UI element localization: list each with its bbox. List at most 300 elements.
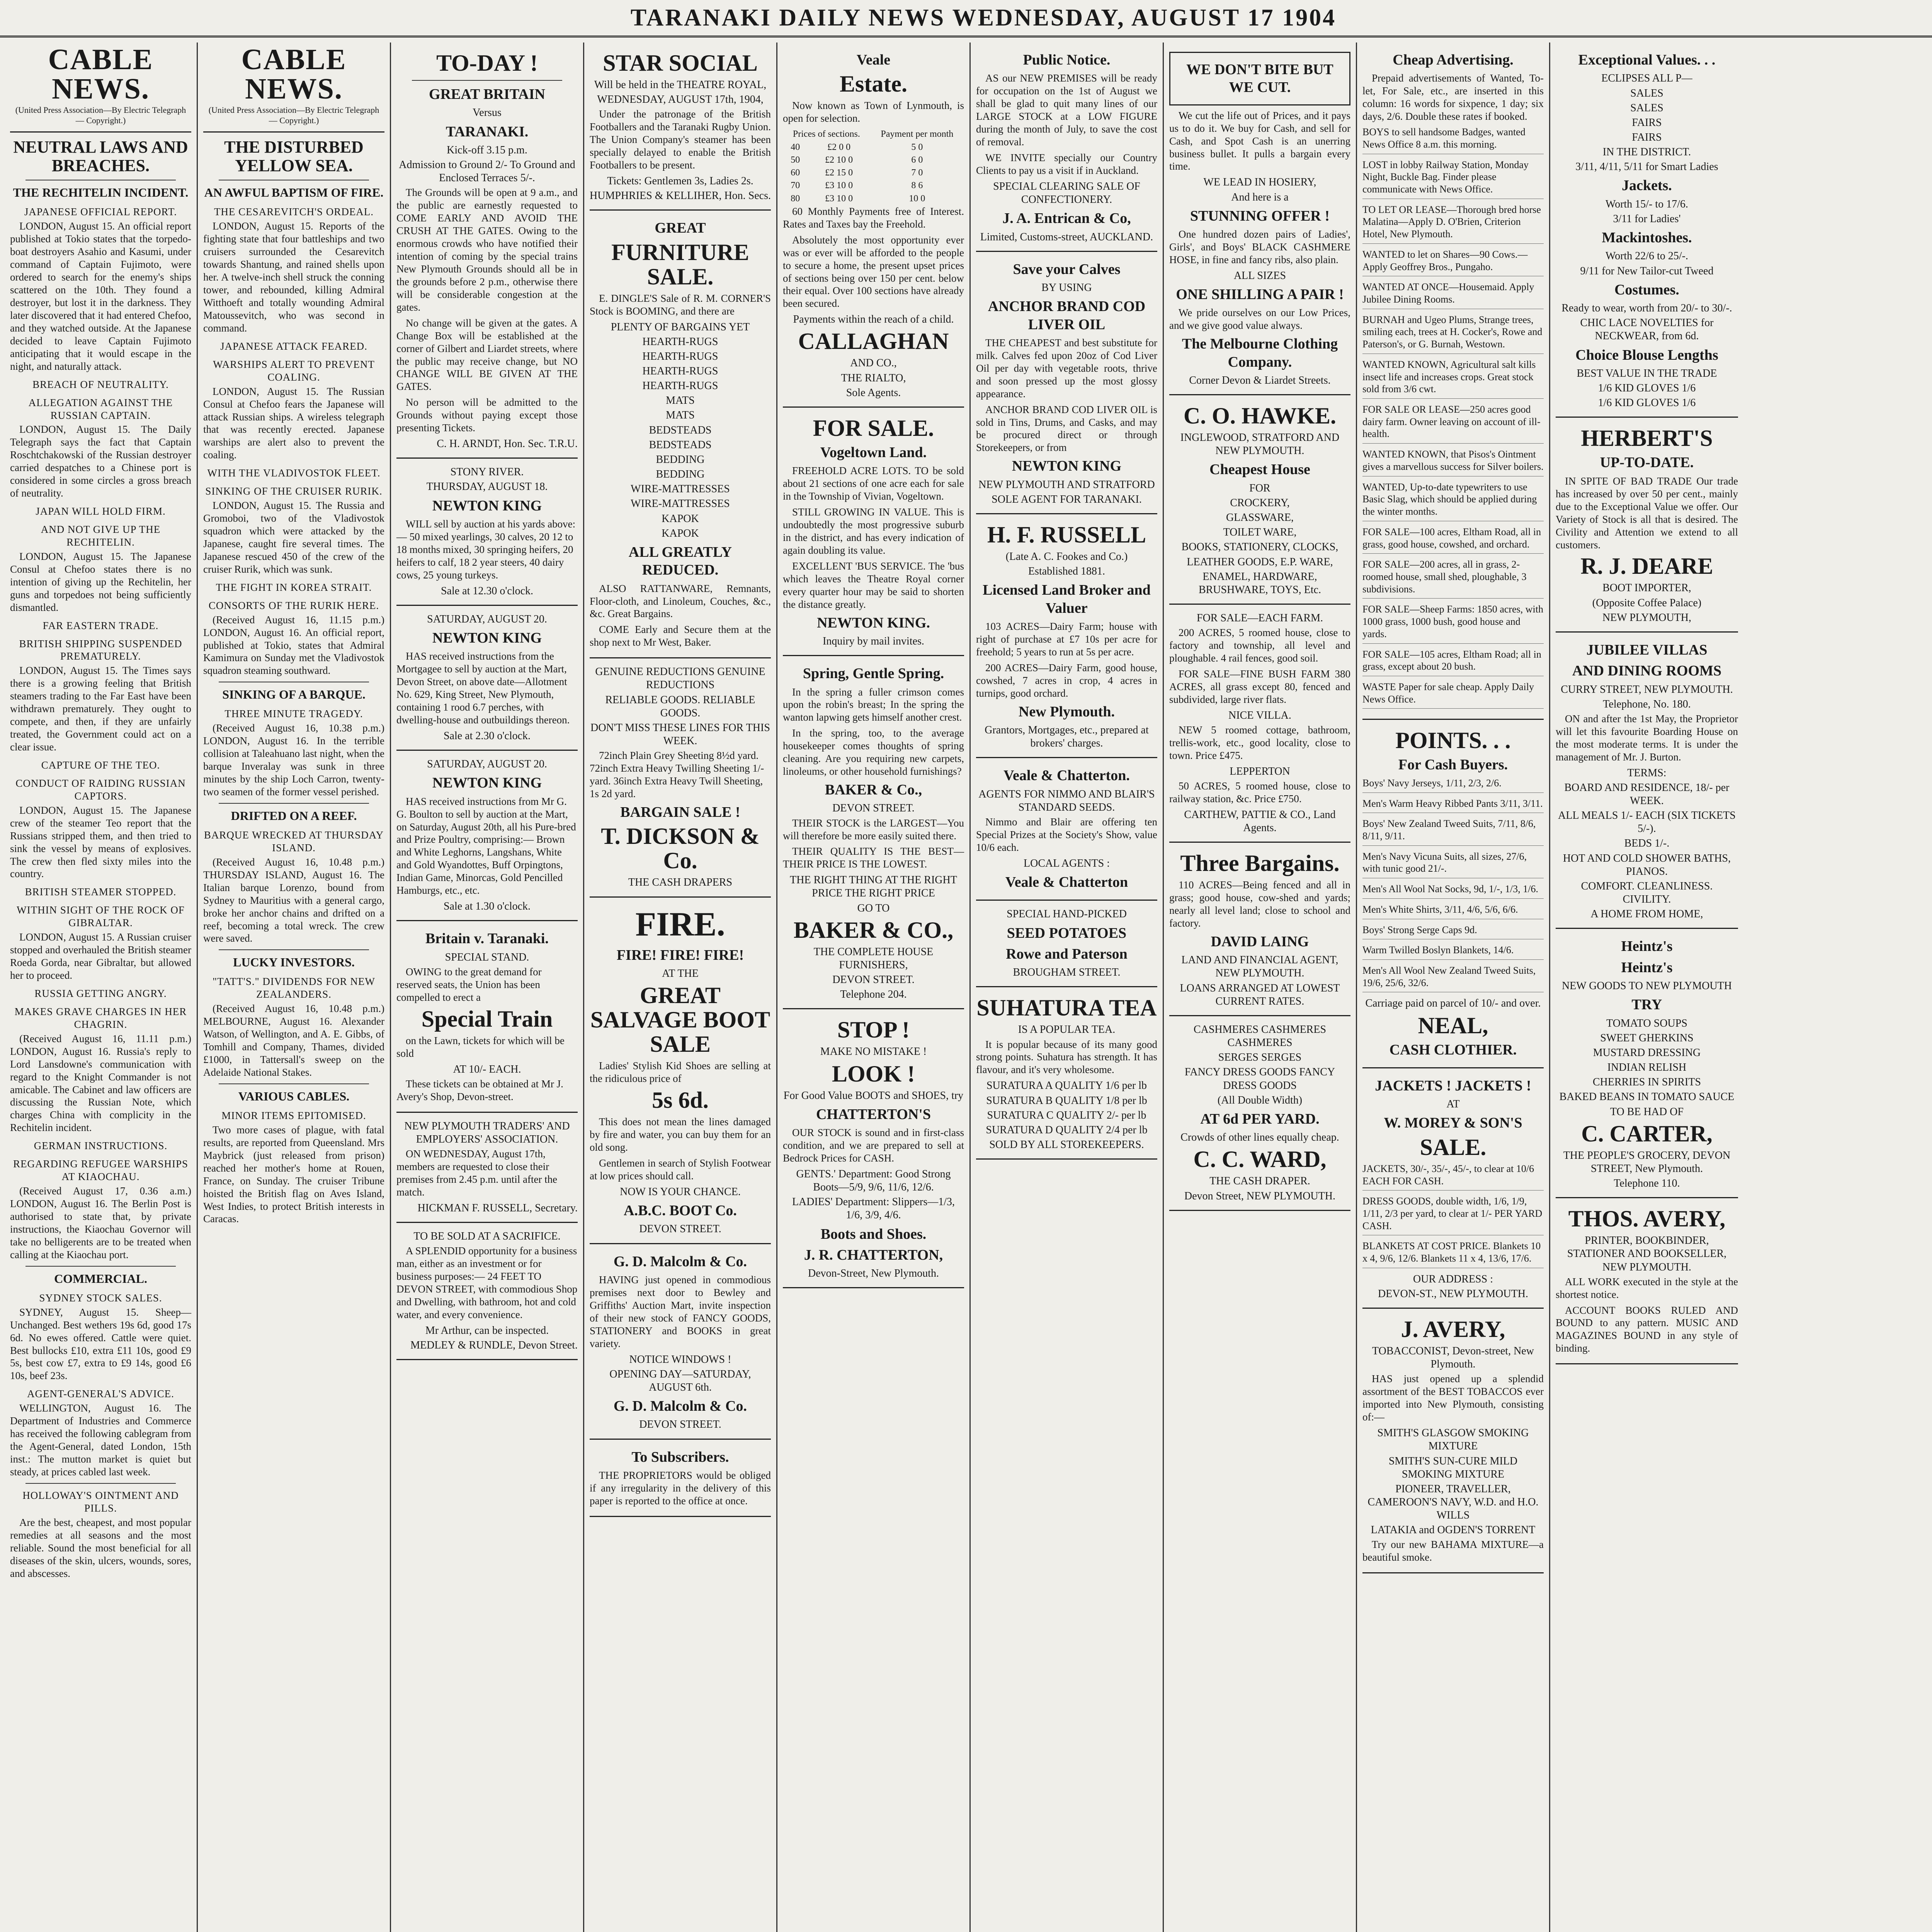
ad-heading: Britain v. Taranaki. bbox=[425, 930, 549, 947]
subheading: SYDNEY STOCK SALES. bbox=[39, 1292, 162, 1304]
subheading: THREE MINUTE TRAGEDY. bbox=[224, 708, 363, 720]
boxed-heading bbox=[1169, 52, 1350, 105]
classified-ad: WANTED, Up-to-date typewriters to use Basic Slag, which should be applied during the winter months. bbox=[1362, 481, 1544, 521]
property-ad bbox=[396, 1223, 578, 1360]
tobacco-item: SMITH'S SUN-CURE MILD SMOKING MIXTURE bbox=[1388, 1455, 1518, 1480]
furniture-item: WIRE-MATTRESSES bbox=[631, 483, 730, 495]
agent-address: THE RIALTO, bbox=[841, 372, 906, 384]
classified-ad: WANTED KNOWN, that Pisos's Ointment gives a marvellous success for Silver boilers. bbox=[1362, 448, 1544, 476]
auction-ad bbox=[396, 459, 578, 606]
agent-subtitle: LAND AND FINANCIAL AGENT, NEW PLYMOUTH. bbox=[1181, 954, 1338, 980]
special-stand-ad bbox=[396, 921, 578, 1112]
ad-body: THEIR STOCK is the LARGEST—You will therefore be more easily suited there. bbox=[783, 817, 964, 842]
ad-line: ECLIPSES ALL P— bbox=[1601, 72, 1692, 85]
points-item: Boys' Navy Jerseys, 1/11, 2/3, 2/6. bbox=[1362, 777, 1544, 793]
classified-ad: TO LET OR LEASE—Thorough bred horse Malatina—Apply D. O'Brien, Criterion Hotel, New Plymouth. bbox=[1362, 204, 1544, 244]
ad-body: WILL sell by auction at his yards above:— 50 mixed yearlings, 30 calves, 20 12 to 18 months mixed, 30 springing heifers, 20 heifers to calf, 18 2 year steers, 40 dairy cows, 25 young turkeys. bbox=[396, 518, 576, 581]
ad-heading: Estate. bbox=[840, 71, 907, 97]
ad-line: And here is a bbox=[1231, 191, 1289, 203]
subheading: REGARDING REFUGEE WARSHIPS AT KIAOCHAU. bbox=[13, 1158, 189, 1183]
ad-body: A SPLENDID opportunity for a business man, either as an investment or for business purposes:— 24 FEET TO DEVON STREET, with commodious Shop and Dwelling, with bathroom, hot and cold water, and every convenience. bbox=[396, 1245, 578, 1320]
article-paragraph: WELLINGTON, August 16. The Department of Industries and Commerce has received the following cablegram from the Agent-General, dated London, 15th inst.: The mutton market is quiet but steady, at prices cabled last week. bbox=[10, 1402, 191, 1478]
date: WEDNESDAY, AUGUST 17th, 1904, bbox=[597, 94, 764, 106]
subheading: CONSORTS OF THE RURIK HERE. bbox=[208, 599, 379, 611]
store-address: Devon-Street, New Plymouth. bbox=[808, 1267, 939, 1280]
ad-line: IN THE DISTRICT. bbox=[1602, 146, 1691, 158]
sales-item: FAIRS bbox=[1632, 131, 1662, 143]
store-name: BAKER & CO., bbox=[793, 917, 954, 943]
ad-body: No change will be given at the gates. A Change Box will be established at the corner of Gilbert and Liardet streets, where the public may receive change, but NO CHANGE WILL BE GIVEN AT THE GATES. bbox=[396, 317, 578, 393]
baker-ad bbox=[783, 656, 964, 1009]
heintz-item: TOMATO SOUPS bbox=[1606, 1017, 1687, 1029]
ad-subheading: WE LEAD IN HOSIERY, bbox=[1203, 176, 1316, 189]
headline: SINKING OF A BARQUE. bbox=[222, 687, 366, 702]
ad-body: 110 ACRES—Being fenced and all in grass; good house, cow-shed and yards; nearly all level land; close to school and factory. bbox=[1169, 879, 1350, 929]
exceptional-values-ad bbox=[1556, 43, 1738, 418]
classified-ad: WANTED KNOWN, Agricultural salt kills insect life and increases crops. Great stock sold from 3/6 cwt. bbox=[1362, 359, 1544, 399]
heintz-item: BAKED BEANS IN TOMATO SAUCE bbox=[1559, 1091, 1735, 1103]
seeds-ad bbox=[976, 758, 1157, 901]
agent-name: H. F. RUSSELL bbox=[987, 522, 1146, 548]
article-paragraph: LONDON, August 15. The Times says there is a growing feeling that British steamers trading to the Far East have been withdrawn prematurely. They ought to compete, and then, if they are unfairly treated, the Government could act on a clear issue. bbox=[10, 665, 191, 753]
ad-body: EXCELLENT 'BUS SERVICE. The 'bus which leaves the Theatre Royal corner every quarter hour may be said to shorten the distance greatly. bbox=[783, 560, 964, 610]
agent-name: CALLAGHAN bbox=[798, 328, 949, 354]
furniture-item: HEARTH-RUGS bbox=[642, 365, 718, 378]
price-line: 9/11 for New Tailor-cut Tweed bbox=[1580, 265, 1714, 277]
subheading: JAPANESE OFFICIAL REPORT. bbox=[24, 206, 177, 218]
ad-heading: GREAT bbox=[655, 220, 706, 236]
tobacco-item: LATAKIA and OGDEN'S TORRENT bbox=[1371, 1524, 1536, 1536]
price: AT 10/- EACH. bbox=[453, 1063, 521, 1075]
table-cell: 80 bbox=[791, 193, 800, 204]
subheading: HOLLOWAY'S OINTMENT AND PILLS. bbox=[22, 1489, 179, 1514]
hawke-ad bbox=[1169, 395, 1350, 605]
furniture-item: BEDDING bbox=[656, 468, 705, 481]
columns bbox=[5, 43, 1932, 1932]
ad-line: AT bbox=[1446, 1098, 1460, 1111]
price-table bbox=[783, 128, 964, 205]
column-7 bbox=[1164, 43, 1357, 1932]
article-paragraph: LONDON, August 15. The Japanese Consul at Chefoo states there is no intention of giving up the Rechitelin, her guns and torpedoes not being sufficiently dismantled. bbox=[10, 550, 191, 613]
goods-item: BOOKS, STATIONERY, CLOCKS, bbox=[1181, 541, 1338, 553]
credit-line: (United Press Association—By Electric Telegraph — Copyright.) bbox=[15, 105, 186, 125]
ad-body: 50 ACRES, 5 roomed house, close to railway station, &c. Price £750. bbox=[1169, 780, 1350, 804]
column-5 bbox=[777, 43, 971, 1932]
ad-line: Grantors, Mortgages, etc., prepared at brokers' charges. bbox=[985, 724, 1149, 750]
signature: C. H. ARNDT, Hon. Sec. T.R.U. bbox=[437, 438, 578, 450]
gloves-list bbox=[1556, 382, 1738, 410]
column-3 bbox=[391, 43, 584, 1932]
store-address: NEW PLYMOUTH, bbox=[1602, 611, 1691, 624]
subscribers-notice bbox=[590, 1440, 771, 1517]
goods-list bbox=[1169, 497, 1350, 597]
store-name: C. O. HAWKE. bbox=[1183, 403, 1337, 429]
store-name: G. D. Malcolm & Co. bbox=[613, 1398, 747, 1415]
telephone: Telephone 204. bbox=[840, 988, 907, 1001]
subheading: SINKING OF THE CRUISER RURIK. bbox=[205, 485, 383, 497]
product-name: Heintz's bbox=[1621, 938, 1673, 955]
article-paragraph: Are the best, cheapest, and most popular remedies at all seasons and the most reliable. Sound the most beneficial for all diseases of the skin, ulcers, wounds, sores, and abscesses. bbox=[10, 1516, 191, 1579]
ad-body: FREEHOLD ACRE LOTS. TO be sold about 21 sections of one acre each for sale in the Township of Vivian, Vogeltown. bbox=[783, 465, 964, 502]
team-name: GREAT BRITAIN bbox=[429, 86, 545, 102]
ad-line: FOR bbox=[1249, 482, 1270, 494]
store-subtitle: TOBACCONIST, Devon-street, New Plymouth. bbox=[1372, 1345, 1534, 1371]
store-subtitle: PRINTER, BOOKBINDER, STATIONER AND BOOKSELLER, NEW PLYMOUTH. bbox=[1567, 1235, 1727, 1273]
goods-line: CASHMERES CASHMERES CASHMERES bbox=[1193, 1023, 1327, 1049]
store-name: Veale & Chatterton. bbox=[1003, 767, 1130, 784]
sale-time: Sale at 2.30 o'clock. bbox=[443, 730, 531, 742]
ad-heading: Cheapest House bbox=[1209, 461, 1310, 478]
signature: HICKMAN F. RUSSELL, Secretary. bbox=[417, 1202, 578, 1214]
article-paragraph: LONDON, August 15. The Russia and Gromoboi, two of the Vladivostok squadron which were attacked by the Japanese, caught fire several times. The Japanese rescued 450 of the crew of the cruiser Rurik, which was sunk. bbox=[203, 500, 384, 575]
ad-body: AS our NEW PREMISES will be ready for occupation on the 1st of August we shall be glad to quit many lines of our LARGE STOCK at a LOW FIGURE during the month of July, to save the cost of removal. bbox=[976, 72, 1157, 148]
ad-heading: FURNITURE SALE. bbox=[611, 239, 749, 289]
ad-line: Carriage paid on parcel of 10/- and over. bbox=[1365, 997, 1541, 1010]
goods-item: TOILET WARE, bbox=[1223, 526, 1297, 539]
product-name: Mackintoshes. bbox=[1602, 230, 1692, 246]
agent-address: NEW PLYMOUTH AND STRATFORD bbox=[978, 478, 1155, 491]
store-subtitle: THE CASH DRAPERS bbox=[628, 876, 733, 889]
ad-line: (All Double Width) bbox=[1217, 1094, 1303, 1106]
store-name: THOS. AVERY, bbox=[1568, 1206, 1726, 1232]
public-notice-ad bbox=[976, 43, 1157, 252]
ad-line: GO TO bbox=[857, 902, 890, 914]
ad-line: BY USING bbox=[1041, 282, 1092, 294]
table-cell: £2 10 0 bbox=[825, 155, 853, 165]
gloves-item: 1/6 KID GLOVES 1/6 bbox=[1598, 382, 1696, 395]
article-paragraph: (Received August 16, 10.48 p.m.) MELBOURNE, August 16. Alexander Watson, of Wellington, and A. E. Gibbs, of Tomhill and Company, Thames, divided £1000, in Tattersall's sweep on the Adelaide National Stakes. bbox=[203, 1003, 384, 1078]
divider bbox=[26, 1483, 176, 1484]
classified-ad: FOR SALE—200 acres, all in grass, 2-roomed house, small shed, ploughable, 3 subdivisions. bbox=[1362, 558, 1544, 599]
subheading: CAPTURE OF THE TEO. bbox=[41, 759, 160, 771]
ad-line: AT THE bbox=[662, 968, 699, 980]
ad-body: on the Lawn, tickets for which will be sold bbox=[396, 1034, 565, 1059]
furniture-item: HEARTH-RUGS bbox=[642, 335, 718, 348]
admission-prices: Admission to Ground 2/- To Ground and Enclosed Terraces 5/-. bbox=[399, 159, 575, 184]
ad-heading: To Subscribers. bbox=[631, 1449, 729, 1465]
price-line: CHIC LACE NOVELTIES for NECKWEAR, from 6d. bbox=[1580, 317, 1714, 342]
store-name: AND DINING ROOMS bbox=[1572, 663, 1722, 679]
column-2 bbox=[198, 43, 391, 1932]
furniture-item: HEARTH-RUGS bbox=[642, 380, 718, 392]
table-cell: 70 bbox=[791, 180, 800, 191]
article-paragraph: Two more cases of plague, with fatal results, are reported from Queensland. Mrs Maybrick (just released from prison) reached her mother's home at Rouen, France, on Sunday. The cruiser Tribune hoisted the British flag on Aves Island, West Indies, to protect British interests in Caracas. bbox=[203, 1124, 384, 1225]
product-name: Jackets. bbox=[1622, 177, 1672, 194]
subheading: THE FIGHT IN KOREA STRAIT. bbox=[216, 581, 372, 593]
subheading: "TATT'S." DIVIDENDS FOR NEW ZEALANDERS. bbox=[213, 976, 375, 1000]
ad-body: ON WEDNESDAY, August 17th, members are requested to close their premises from 2.45 p.m. until after the match. bbox=[396, 1148, 558, 1198]
table-cell: 8 6 bbox=[911, 180, 923, 191]
ad-heading: TO-DAY ! bbox=[436, 50, 538, 76]
ad-heading: TRY bbox=[1631, 997, 1662, 1013]
subheading: WITHIN SIGHT OF THE ROCK OF GIBRALTAR. bbox=[17, 904, 185, 929]
ad-body: STILL GROWING IN VALUE. This is undoubtedly the most progressive suburb in the district, and has every indication of again doubling its value. bbox=[783, 506, 964, 556]
ad-heading: TO BE SOLD AT A SACRIFICE. bbox=[413, 1230, 561, 1242]
cable-news-heading: CABLE NEWS. bbox=[241, 43, 347, 105]
team-name: TARANAKI. bbox=[446, 123, 529, 140]
article-paragraph: LONDON, August 15. The Daily Telegraph says the fact that Captain Roschtchakowski of the Russian destroyer carried despatches to a Chinese port is considered in some circles a gross breach of neutrality. bbox=[10, 423, 191, 499]
ad-body: E. DINGLE'S Sale of R. M. CORNER'S Stock is BOOMING, and there are bbox=[590, 292, 771, 317]
heintz-item: INDIAN RELISH bbox=[1607, 1061, 1687, 1074]
ad-body: We cut the life out of Prices, and it pays us to do it. We buy for Cash, and sell for Cash, and Spot Cash is an unerring business bullet. It pulls a bargain every time. bbox=[1169, 109, 1350, 172]
classifieds-section bbox=[1362, 43, 1544, 720]
classified-ad: WANTED AT ONCE—Housemaid. Apply Jubilee Dining Rooms. bbox=[1362, 281, 1544, 309]
sales-item: FAIRS bbox=[1632, 116, 1662, 129]
store-address: (Opposite Coffee Palace) bbox=[1592, 597, 1702, 609]
article-paragraph: (Received August 16, 10.48 p.m.) THURSDAY ISLAND, August 16. The Italian barque Lorenzo, bound from Sydney to Mauritius with a general cargo, broke her anchor chains and drifted on a reef, becoming a total wreck. The crew were saved. bbox=[203, 856, 384, 944]
ad-line: A HOME FROM HOME, bbox=[1590, 908, 1703, 920]
classified-ad: FOR SALE OR LEASE—250 acres good dairy farm. Owner leaving on account of ill-health. bbox=[1362, 403, 1544, 444]
sale-item: BLANKETS AT COST PRICE. Blankets 10 x 4, 9/6, 12/6. Blankets 11 x 4, 13/6, 17/6. bbox=[1362, 1240, 1544, 1268]
table-cell: £3 10 0 bbox=[825, 193, 853, 204]
ad-body: OWING to the great demand for reserved seats, the Union has been compelled to erect a bbox=[396, 966, 542, 1003]
ad-line: HOT AND COLD SHOWER BATHS, PIANOS. bbox=[1563, 852, 1731, 878]
store-subtitle: CASH CLOTHIER. bbox=[1389, 1041, 1517, 1058]
date: SATURDAY, AUGUST 20. bbox=[427, 613, 547, 625]
tobacco-item: SMITH'S GLASGOW SMOKING MIXTURE bbox=[1377, 1427, 1529, 1452]
goods-item: LEATHER GOODS, E.P. WARE, bbox=[1187, 556, 1333, 568]
ad-body: THE PROPRIETORS would be obliged if any irregularity in the delivery of this paper is reported to the office at once. bbox=[590, 1469, 771, 1507]
store-address: DEVON-ST., NEW PLYMOUTH. bbox=[1378, 1287, 1528, 1300]
ad-heading: For Cash Buyers. bbox=[1398, 757, 1508, 773]
classified-ad: BURNAH and Ugeo Plums, Strange trees, smiling each, trees at H. Cocker's, Rowe and Paterson's, or G. Burnah, Westown. bbox=[1362, 314, 1544, 354]
table-row bbox=[783, 141, 964, 154]
ad-heading: Cheap Advertising. bbox=[1393, 52, 1514, 68]
ad-subheading: RELIABLE GOODS. RELIABLE GOODS. bbox=[605, 694, 755, 719]
classified-ad: FOR SALE—105 acres, Eltham Road; all in grass, except about 20 bush. bbox=[1362, 648, 1544, 676]
price: 5s 6d. bbox=[652, 1087, 709, 1113]
three-bargains-ad bbox=[1169, 843, 1350, 1016]
classified-ad: LOST in lobby Railway Station, Monday Night, Buckle Bag. Finder please communicate with News Office. bbox=[1362, 159, 1544, 199]
ad-body: 200 ACRES, 5 roomed house, close to factory and township, all level and ploughable. 4 rail fences, good soil. bbox=[1169, 627, 1350, 664]
ad-body: ACCOUNT BOOKS RULED AND BOUND to any pattern. MUSIC AND MAGAZINES BOUND in any style of binding. bbox=[1556, 1304, 1738, 1354]
ad-heading: Three Bargains. bbox=[1180, 850, 1340, 876]
article-paragraph: SYDNEY, August 15. Sheep—Unchanged. Best wethers 19s 6d, good 17s 6d. No ewes offered. Cattle were quiet. Best bullocks £10, extra £11 10s, good £9 5s, best cow £7, extra to £9 14s, good £6 10s, beef 23s. bbox=[10, 1306, 191, 1382]
goods-item: GLASSWARE, bbox=[1226, 512, 1294, 524]
signature: HUMPHRIES & KELLIHER, Hon. Secs. bbox=[590, 190, 771, 202]
ad-subheading: SPECIAL STAND. bbox=[445, 951, 529, 963]
ad-body: 60 Monthly Payments free of Interest. Rates and Taxes bay the Freehold. bbox=[783, 205, 964, 230]
cod-liver-oil-ad bbox=[976, 252, 1157, 514]
store-name: G. D. Malcolm & Co. bbox=[613, 1253, 747, 1270]
farm-sale-ad bbox=[1169, 605, 1350, 843]
star-social-ad bbox=[590, 43, 771, 211]
ad-line: Payments within the reach of a child. bbox=[793, 313, 954, 326]
article-paragraph: LONDON, August 15. The Russian Consul at Chefoo fears the Japanese will attack Russian ships. A wireless telegraph that was recently erected. Japanese warships are alert also to prevent the coaling. bbox=[203, 385, 384, 461]
potatoes-ad bbox=[976, 901, 1157, 987]
classifieds-list bbox=[1362, 126, 1544, 709]
ad-subheading: FOR SALE—EACH FARM. bbox=[1197, 612, 1323, 624]
ad-heading: GENUINE REDUCTIONS GENUINE REDUCTIONS bbox=[595, 666, 765, 691]
store-address: CURRY STREET, NEW PLYMOUTH. bbox=[1561, 683, 1733, 696]
ad-heading: BARGAIN SALE ! bbox=[620, 804, 740, 820]
masthead: TARANAKI DAILY NEWS WEDNESDAY, AUGUST 17 1904 bbox=[0, 0, 1932, 37]
subheading: WARSHIPS ALERT TO PREVENT COALING. bbox=[213, 358, 375, 383]
store-name: J. R. CHATTERTON, bbox=[804, 1247, 943, 1263]
points-item: Men's Warm Heavy Ribbed Pants 3/11, 3/11. bbox=[1362, 798, 1544, 813]
store-address: Limited, Customs-street, AUCKLAND. bbox=[980, 231, 1153, 243]
ad-heading: FOR SALE. bbox=[813, 415, 934, 441]
goods-line: FANCY DRESS GOODS FANCY DRESS GOODS bbox=[1184, 1066, 1335, 1092]
price-line: 3/11 for Ladies' bbox=[1613, 213, 1681, 225]
furniture-item: WIRE-MATTRESSES bbox=[631, 498, 730, 510]
ad-heading: Boots and Shoes. bbox=[820, 1226, 927, 1242]
ad-subheading: DON'T MISS THESE LINES FOR THIS WEEK. bbox=[590, 721, 770, 747]
headline: THE DISTURBED YELLOW SEA. bbox=[224, 137, 364, 175]
agent-role: SOLE AGENT FOR TARANAKI. bbox=[992, 493, 1142, 505]
ad-body: 103 ACRES—Dairy Farm; house with right of purchase at £7 10s per acre for freehold; 5 years to run at 5s per acre. bbox=[976, 621, 1157, 658]
ad-body: THEIR QUALITY IS THE BEST—THEIR PRICE IS THE LOWEST. bbox=[783, 845, 964, 870]
ad-line: NEW GOODS TO NEW PLYMOUTH bbox=[1561, 980, 1732, 992]
ad-heading: Exceptional Values. . . bbox=[1578, 52, 1716, 68]
store-address: DEVON STREET. bbox=[832, 974, 915, 986]
furniture-items-list bbox=[590, 335, 771, 540]
agent-role: Sole Agents. bbox=[846, 386, 901, 399]
ad-body: Absolutely the most opportunity ever was or ever will be afforded to the people to secure a home, the present upset prices of sections being over 150 per cent. below their equal. Over 100 sections have already been secured. bbox=[783, 234, 964, 310]
tobacco-item: PIONEER, TRAVELLER, CAMEROON'S NAVY, W.D. and H.O. WILLS bbox=[1367, 1483, 1539, 1522]
ad-body: 200 ACRES—Dairy Farm, good house, cowshed, 7 acres in crop, 4 acres in turnips, good orchard. bbox=[976, 662, 1157, 699]
price-line: 3/11, 4/11, 5/11 for Smart Ladies bbox=[1575, 161, 1718, 173]
ad-heading: LOOK ! bbox=[832, 1061, 915, 1087]
ad-body: Mr Arthur, can be inspected. bbox=[425, 1324, 549, 1337]
ad-heading: New Plymouth. bbox=[1018, 703, 1115, 720]
price-line: BEDS 1/-. bbox=[1624, 837, 1670, 850]
store-subtitle: THE CASH DRAPER. bbox=[1209, 1175, 1310, 1187]
store-subtitle: BOOT IMPORTER, bbox=[1602, 582, 1691, 594]
auctioneer-name: NEWTON KING bbox=[432, 497, 542, 514]
subheading: RUSSIA GETTING ANGRY. bbox=[34, 987, 167, 999]
heintz-item: MUSTARD DRESSING bbox=[1593, 1046, 1701, 1059]
agent-name: NEWTON KING bbox=[1012, 458, 1122, 474]
table-header: Payment per month bbox=[881, 129, 954, 139]
divider bbox=[219, 1083, 369, 1084]
chatterton-ad bbox=[783, 1009, 964, 1288]
price-line: GENTS.' Department: Good Strong Boots—5/9, 9/6, 11/6, 12/6. bbox=[796, 1168, 951, 1194]
table-row bbox=[783, 167, 964, 179]
sales-item: SALES bbox=[1630, 102, 1663, 114]
store-address: BROUGHAM STREET. bbox=[1013, 966, 1121, 979]
sale-item: DRESS GOODS, double width, 1/6, 1/9, 1/11, 2/3 per yard, to clear at 1/- PER YARD CASH. bbox=[1362, 1195, 1544, 1235]
store-name: J. A. Entrican & Co, bbox=[1002, 210, 1131, 227]
price-line: Worth 15/- to 17/6. bbox=[1605, 198, 1688, 210]
subheading: ALLEGATION AGAINST THE RUSSIAN CAPTAIN. bbox=[28, 396, 173, 421]
points-item: Boys' Strong Serge Caps 9d. bbox=[1362, 924, 1544, 940]
subheading: JAPANESE ATTACK FEARED. bbox=[220, 340, 367, 352]
melbourne-clothing-ad bbox=[1169, 43, 1350, 395]
table-cell: 5 0 bbox=[911, 142, 923, 152]
veale-estate-ad bbox=[783, 43, 964, 408]
store-address: DEVON STREET. bbox=[832, 802, 915, 815]
points-item: Men's All Wool Nat Socks, 9d, 1/-, 1/3, 1/6. bbox=[1362, 883, 1544, 899]
store-address: Devon Street, NEW PLYMOUTH. bbox=[1184, 1190, 1335, 1202]
ad-body: HAS received instructions from Mr G. G. Boulton to sell by auction at the Mart, on Saturday, August 20th, all his Pure-bred and Prize Poultry, comprising:— Brown and White Leghorns, Langshans, White and Gold Wyandottes, Buff Orpingtons, Indian Game, Minorcas, Gold Pencilled Hamburgs, etc., etc. bbox=[396, 795, 576, 896]
reductions-ad bbox=[590, 658, 771, 897]
ad-body: NEW 5 roomed cottage, bathroom, trellis-work, etc., good locality, close to town. Price £475. bbox=[1169, 724, 1350, 761]
subheading: BRITISH SHIPPING SUSPENDED PREMATURELY. bbox=[19, 638, 182, 662]
goods-item: ENAMEL, HARDWARE, BRUSHWARE, TOYS, Etc. bbox=[1198, 570, 1321, 596]
subheading: WITH THE VLADIVOSTOK FLEET. bbox=[207, 467, 381, 479]
versus-label: Versus bbox=[473, 107, 502, 119]
classified-ad: FOR SALE—100 acres, Eltham Road, all in grass, good house, cowshed, and orchard. bbox=[1362, 526, 1544, 554]
classified-ad: FOR SALE—Sheep Farms: 1850 acres, with 1000 grass, 1000 bush, good house and yards. bbox=[1362, 603, 1544, 643]
sales-item: SALES bbox=[1630, 87, 1663, 99]
ad-line: BEST VALUE IN THE TRADE bbox=[1577, 367, 1717, 379]
article-paragraph: LONDON, August 15. A Russian cruiser stopped and overhauled the British steamer Roeda Gorda, near Gibraltar, but allowed her to proceed. bbox=[10, 931, 191, 981]
ad-heading: JACKETS ! JACKETS ! bbox=[1375, 1077, 1531, 1094]
article-paragraph: (Received August 17, 0.36 a.m.) LONDON, August 16. The Berlin Post is authorised to state that, by private instructions, the Kiaochau Governor will take no belligerents are to be treated when calling at the Kiaochau port. bbox=[10, 1185, 191, 1260]
ad-heading: Licensed Land Broker and Valuer bbox=[983, 582, 1151, 616]
article-paragraph: LONDON, August 15. An official report published at Tokio states that the torpedo-boat destroyers Asahio and Kasumi, under command of Captain Fujimoto, were ordered to search for the enemy's ships scattered on the 10th. They found a destroyer, but lost it in the darkness. They later discovered that it had entered Chefoo, and they watched outside. At the Japanese decided to leave Captain Fujimoto anticipating that it would escape in the night, and naturally attack. bbox=[10, 220, 191, 372]
product-name: Choice Blouse Lengths bbox=[1575, 347, 1718, 363]
ad-heading: GREAT SALVAGE BOOT SALE bbox=[590, 983, 770, 1057]
store-name: JUBILEE VILLAS bbox=[1586, 641, 1708, 658]
ad-heading: Special Train bbox=[421, 1006, 553, 1032]
ticket-prices: Tickets: Gentlemen 3s, Ladies 2s. bbox=[607, 175, 753, 187]
points-item: Men's All Wool New Zealand Tweed Suits, 19/6, 25/6, 32/6. bbox=[1362, 964, 1544, 992]
store-address: INGLEWOOD, STRATFORD AND NEW PLYMOUTH. bbox=[1180, 432, 1340, 457]
kickoff-time: Kick-off 3.15 p.m. bbox=[447, 144, 527, 156]
ad-subheading: LEPPERTON bbox=[1230, 765, 1290, 777]
neal-ad bbox=[1362, 720, 1544, 1068]
subheading: BRITISH STEAMER STOPPED. bbox=[25, 886, 177, 898]
ad-line: SOLD BY ALL STOREKEEPERS. bbox=[989, 1138, 1144, 1151]
store-name: BAKER & Co., bbox=[825, 782, 922, 798]
furniture-item: BEDSTEADS bbox=[649, 424, 712, 436]
sale-time: Sale at 1.30 o'clock. bbox=[443, 900, 531, 913]
table-cell: £2 15 0 bbox=[825, 168, 853, 178]
ad-body: OUR STOCK is sound and in first-class condition, and we are prepared to sell at Bedrock Prices for CASH. bbox=[783, 1127, 964, 1164]
table-cell: £2 0 0 bbox=[827, 142, 851, 152]
price: ONE SHILLING A PAIR ! bbox=[1176, 286, 1344, 303]
ad-line: OUR ADDRESS : bbox=[1413, 1273, 1493, 1285]
column-9 bbox=[1550, 43, 1743, 1932]
ad-subheading: SPECIAL HAND-PICKED bbox=[1007, 908, 1127, 920]
ad-line: MAKE NO MISTAKE ! bbox=[820, 1046, 927, 1058]
signature: MEDLEY & RUNDLE, Devon Street. bbox=[410, 1339, 578, 1351]
table-cell: 7 0 bbox=[911, 168, 923, 178]
ad-heading: Public Notice. bbox=[1023, 52, 1111, 68]
ad-line: OPENING DAY—SATURDAY, AUGUST 6th. bbox=[609, 1368, 751, 1393]
classified-ad: WASTE Paper for sale cheap. Apply Daily News Office. bbox=[1362, 681, 1544, 709]
ad-heading: STOP ! bbox=[837, 1017, 910, 1043]
ad-heading: STUNNING OFFER ! bbox=[1190, 207, 1330, 224]
store-name: W. MOREY & SON'S bbox=[1384, 1115, 1522, 1131]
furniture-item: KAPOK bbox=[662, 527, 699, 539]
article-paragraph: LONDON, August 15. The Japanese crew of the steamer Teo report that the Russians stripped them, and then tried to sink the vessel by means of explosives. The crew then fled sixty miles into the country. bbox=[10, 804, 191, 880]
heintz-item: CHERRIES IN SPIRITS bbox=[1592, 1076, 1701, 1088]
ad-line: LOANS ARRANGED AT LOWEST CURRENT RATES. bbox=[1180, 982, 1340, 1007]
product-name: Costumes. bbox=[1614, 281, 1679, 298]
ad-subheading: ALL GREATLY REDUCED. bbox=[628, 544, 732, 578]
ad-body: ALSO RATTANWARE, Remnants, Floor-cloth, and Linoleum, Couches, &c., &c. Great Bargains. bbox=[590, 582, 771, 620]
store-address: DEVON STREET. bbox=[639, 1223, 721, 1235]
russell-ad bbox=[976, 514, 1157, 758]
ad-heading: SEED POTATOES bbox=[1007, 925, 1127, 941]
ad-subheading: SPECIAL CLEARING SALE OF CONFECTIONERY. bbox=[993, 180, 1140, 206]
store-subtitle: THE COMPLETE HOUSE FURNISHERS, bbox=[813, 946, 934, 971]
goods-item: CROCKERY, bbox=[1230, 497, 1290, 509]
divider bbox=[26, 1266, 176, 1267]
ad-line: For Good Value BOOTS and SHOES, try bbox=[783, 1089, 964, 1102]
malcolm-ad bbox=[590, 1244, 771, 1440]
football-match-ad bbox=[396, 43, 578, 459]
ad-line: NOTICE WINDOWS ! bbox=[629, 1353, 731, 1366]
table-row bbox=[783, 179, 964, 192]
tea-price-item: SURATURA B QUALITY 1/8 per lb bbox=[986, 1094, 1147, 1107]
price-line: LADIES' Department: Slippers—1/3, 1/6, 3/9, 4/6. bbox=[792, 1196, 955, 1221]
avery-tobacco-ad bbox=[1362, 1309, 1544, 1573]
furniture-item: BEDDING bbox=[656, 453, 705, 466]
